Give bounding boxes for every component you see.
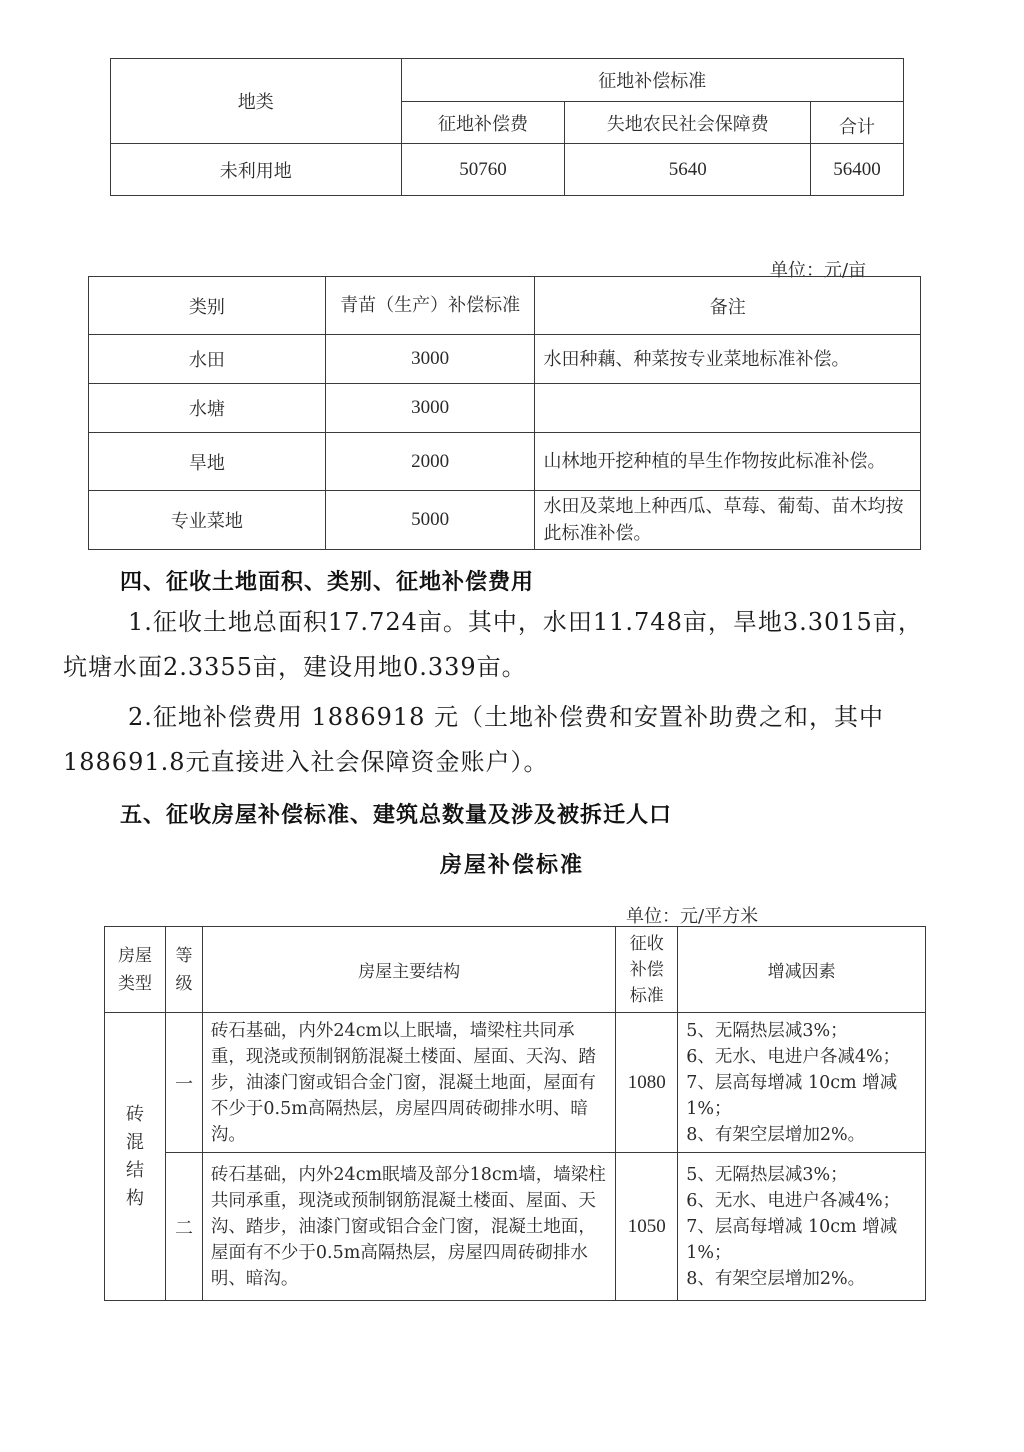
factor-item: 6、无水、电进户各减4%； <box>686 1046 901 1067</box>
cell-standard: 2000 <box>325 433 535 491</box>
cell-remark: 水田种藕、种菜按专业菜地标准补偿。 <box>535 335 921 384</box>
unit-label: 单位：元/平方米 <box>626 906 759 927</box>
land-compensation-table <box>110 58 904 196</box>
header-standard <box>616 927 678 1013</box>
cell-house-type-text: 砖混结构 <box>125 1103 144 1209</box>
paragraph-2-line-1: 2.征地补偿费用 1886918 元（土地补偿费和安置补助费之和，其中 <box>128 703 885 731</box>
section-4-heading: 四、征收土地面积、类别、征地补偿费用 <box>120 569 535 595</box>
header-remark: 备注 <box>535 277 921 335</box>
paragraph-1-line-1: 1.征收土地总面积17.724亩。其中，水田11.748亩，旱地3.3015亩， <box>128 608 923 636</box>
cell-factors <box>678 1013 926 1153</box>
cell-remark: 水田及菜地上种西瓜、草莓、葡萄、苗木均按此标准补偿。 <box>535 491 921 550</box>
header-crop-standard-text: 青苗（生产）补偿标准 <box>340 294 521 316</box>
cell-land-type: 未利用地 <box>111 144 402 196</box>
factor-item: 8、有架空层增加2%。 <box>686 1268 866 1289</box>
header-total: 合计 <box>811 102 904 144</box>
cell-standard: 1050 <box>616 1153 678 1301</box>
table-row <box>89 433 921 491</box>
factor-item: 5、无隔热层减3%； <box>686 1164 848 1185</box>
header-house-type <box>105 927 166 1013</box>
cell-social-security: 5640 <box>565 144 811 196</box>
factor-item: 7、层高每增减 10cm 增减1%； <box>686 1216 898 1263</box>
header-standard-text: 征收补偿标准 <box>629 933 664 1006</box>
cell-structure: 砖石基础，内外24cm以上眠墙，墙梁柱共同承重，现浇或预制钢筋混凝土楼面、屋面、天沟、踏步，油漆门窗或铝合金门窗，混凝土地面，屋面有不少于0.5m高隔热层，房屋四周砖砌排水明、暗沟。 <box>202 1013 615 1153</box>
cell-standard: 3000 <box>325 384 535 433</box>
header-social-security-fee: 失地农民社会保障费 <box>565 102 811 144</box>
cell-standard: 1080 <box>616 1013 678 1153</box>
header-house-type-text: 房屋类型 <box>117 945 152 994</box>
header-grade <box>165 927 202 1013</box>
header-structure: 房屋主要结构 <box>202 927 615 1013</box>
cell-standard: 3000 <box>325 335 535 384</box>
table-row <box>105 1153 926 1301</box>
cell-structure: 砖石基础，内外24cm眠墙及部分18cm墙，墙梁柱共同承重，现浇或预制钢筋混凝土楼面、屋面、天沟、踏步，油漆门窗或铝合金门窗，混凝土地面，屋面有不少于0.5m高隔热层，房屋四周砖砌排水明、暗沟。 <box>202 1153 615 1301</box>
table-row <box>89 335 921 384</box>
table-row <box>89 491 921 550</box>
factor-item: 6、无水、电进户各减4%； <box>686 1190 901 1211</box>
factor-item: 8、有架空层增加2%。 <box>686 1124 866 1145</box>
section-5-heading: 五、征收房屋补偿标准、建筑总数量及涉及被拆迁人口 <box>120 802 673 828</box>
header-compensation-fee: 征地补偿费 <box>401 102 565 144</box>
header-category: 类别 <box>89 277 326 335</box>
cell-total: 56400 <box>811 144 904 196</box>
cell-category: 专业菜地 <box>89 491 326 550</box>
cell-standard: 5000 <box>325 491 535 550</box>
house-compensation-table <box>104 926 926 1301</box>
table-row <box>89 384 921 433</box>
factor-item: 7、层高每增减 10cm 增减1%； <box>686 1072 898 1119</box>
cell-category: 旱地 <box>89 433 326 491</box>
cell-remark: 山林地开挖种植的旱生作物按此标准补偿。 <box>535 433 921 491</box>
header-factors: 增减因素 <box>678 927 926 1013</box>
cell-compensation: 50760 <box>401 144 565 196</box>
cell-house-type <box>105 1013 166 1301</box>
header-grade-text: 等级 <box>175 945 193 994</box>
cell-grade: 一 <box>165 1013 202 1153</box>
cell-factors <box>678 1153 926 1301</box>
header-land-type: 地类 <box>111 59 402 144</box>
paragraph-1-line-2: 坑塘水面2.3355亩，建设用地0.339亩。 <box>63 653 527 681</box>
cell-grade: 二 <box>165 1153 202 1301</box>
cell-category: 水田 <box>89 335 326 384</box>
table-row <box>111 144 904 196</box>
house-table-title: 房屋补偿标准 <box>440 852 585 878</box>
crop-compensation-table <box>88 276 921 550</box>
unit-label: 单位：元/亩 <box>770 260 867 281</box>
factor-item: 5、无隔热层减3%； <box>686 1020 848 1041</box>
table-row <box>105 1013 926 1153</box>
cell-category: 水塘 <box>89 384 326 433</box>
paragraph-2-line-2: 188691.8元直接进入社会保障资金账户）。 <box>63 748 549 776</box>
header-compensation-standard: 征地补偿标准 <box>401 59 903 102</box>
header-crop-standard <box>325 277 535 335</box>
cell-remark <box>535 384 921 433</box>
